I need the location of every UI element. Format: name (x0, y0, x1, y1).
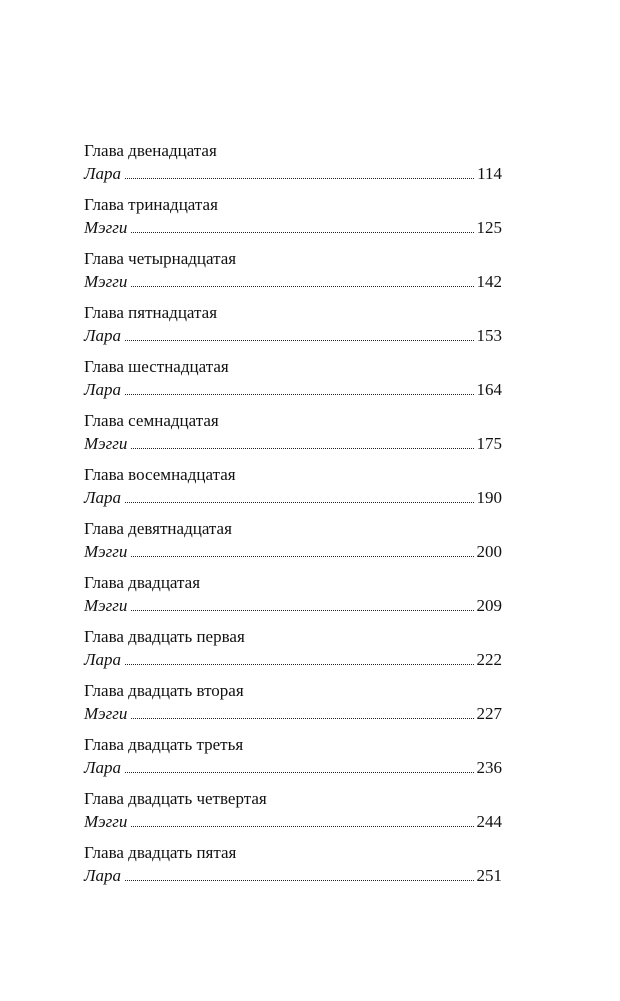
toc-line (84, 270, 502, 294)
page-number: 142 (476, 272, 502, 291)
toc-line (84, 864, 502, 888)
page-number: 251 (476, 866, 502, 885)
narrator-name: Мэгги (84, 704, 128, 723)
chapter-title: Глава двенадцатая (84, 141, 217, 160)
page-number: 125 (476, 218, 502, 237)
chapter-title: Глава двадцать четвертая (84, 789, 267, 808)
dot-leader (125, 502, 473, 503)
page-number: 114 (477, 164, 502, 183)
narrator-name: Мэгги (84, 272, 128, 291)
dot-leader (131, 610, 473, 611)
page-number: 209 (476, 596, 502, 615)
toc-entry (84, 140, 502, 194)
page-number: 200 (476, 542, 502, 561)
chapter-title: Глава двадцатая (84, 573, 201, 592)
narrator-name: Лара (84, 758, 122, 777)
chapter-title: Глава четырнадцатая (84, 249, 237, 268)
dot-leader (125, 340, 473, 341)
toc-entry (84, 248, 502, 302)
dot-leader (131, 556, 473, 557)
narrator-name: Мэгги (84, 218, 128, 237)
page-number: 236 (476, 758, 502, 777)
chapter-title: Глава шестнадцатая (84, 357, 229, 376)
page-number: 222 (476, 650, 502, 669)
toc-line (84, 540, 502, 564)
narrator-name: Лара (84, 650, 122, 669)
chapter-title: Глава восемнадцатая (84, 465, 236, 484)
narrator-name: Мэгги (84, 812, 128, 831)
dot-leader (125, 178, 474, 179)
page-number: 227 (476, 704, 502, 723)
narrator-name: Лара (84, 164, 122, 183)
toc-line (84, 756, 502, 780)
dot-leader (125, 394, 473, 395)
toc-line (84, 486, 502, 510)
toc-entry (84, 356, 502, 410)
chapter-title: Глава двадцать пятая (84, 843, 237, 862)
chapter-title: Глава двадцать третья (84, 735, 244, 754)
toc-entry (84, 680, 502, 734)
toc-line (84, 594, 502, 618)
page-number: 153 (476, 326, 502, 345)
dot-leader (125, 880, 473, 881)
toc-line (84, 810, 502, 834)
toc-line (84, 378, 502, 402)
toc-entry (84, 788, 502, 842)
chapter-title: Глава тринадцатая (84, 195, 218, 214)
dot-leader (131, 826, 473, 827)
toc-entry (84, 518, 502, 572)
toc-line (84, 702, 502, 726)
toc-line (84, 648, 502, 672)
dot-leader (131, 718, 473, 719)
toc-entry (84, 302, 502, 356)
toc-entry (84, 734, 502, 788)
chapter-title: Глава двадцать первая (84, 627, 245, 646)
narrator-name: Мэгги (84, 542, 128, 561)
chapter-title: Глава девятнадцатая (84, 519, 232, 538)
narrator-name: Мэгги (84, 596, 128, 615)
toc-entry (84, 410, 502, 464)
narrator-name: Лара (84, 866, 122, 885)
page-number: 175 (476, 434, 502, 453)
toc-line (84, 324, 502, 348)
narrator-name: Лара (84, 488, 122, 507)
page-number: 244 (476, 812, 502, 831)
chapter-title: Глава пятнадцатая (84, 303, 218, 322)
narrator-name: Лара (84, 326, 122, 345)
toc-entry (84, 464, 502, 518)
dot-leader (131, 286, 473, 287)
dot-leader (131, 232, 473, 233)
dot-leader (125, 664, 473, 665)
dot-leader (125, 772, 473, 773)
chapter-title: Глава семнадцатая (84, 411, 219, 430)
toc-entry (84, 194, 502, 248)
narrator-name: Мэгги (84, 434, 128, 453)
toc-line (84, 162, 502, 186)
page-number: 164 (476, 380, 502, 399)
table-of-contents (84, 140, 502, 896)
toc-line (84, 432, 502, 456)
chapter-title: Глава двадцать вторая (84, 681, 244, 700)
toc-line (84, 216, 502, 240)
narrator-name: Лара (84, 380, 122, 399)
toc-entry (84, 842, 502, 896)
page-number: 190 (476, 488, 502, 507)
toc-entry (84, 572, 502, 626)
toc-entry (84, 626, 502, 680)
dot-leader (131, 448, 473, 449)
